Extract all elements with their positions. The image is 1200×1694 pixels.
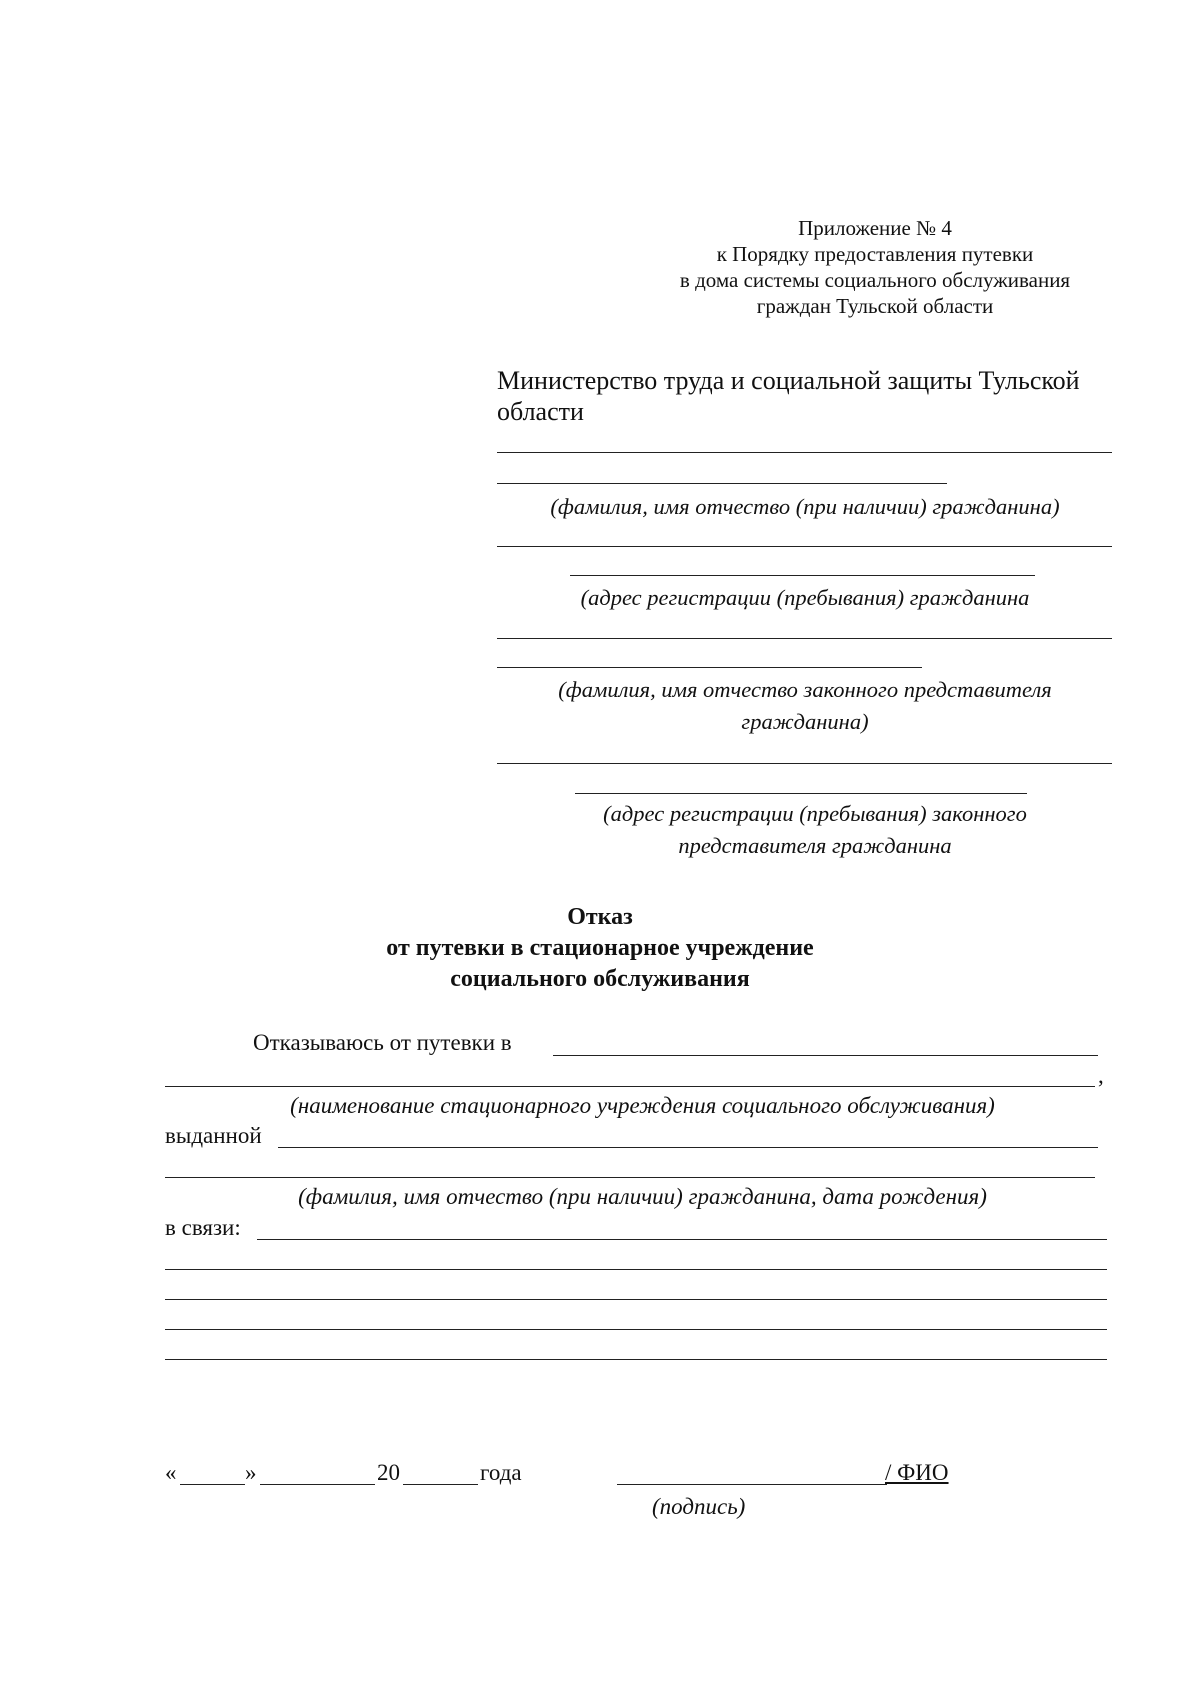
rep-address-caption-1: (адрес регистрации (пребывания) законного — [603, 801, 1027, 826]
citizen-address-line-1[interactable] — [497, 546, 1112, 547]
rep-name-line-1[interactable] — [497, 638, 1112, 639]
rep-name-line-2[interactable] — [497, 667, 922, 668]
comma: , — [1098, 1063, 1104, 1088]
reason-line-3[interactable] — [165, 1299, 1107, 1300]
issued-line-2[interactable] — [165, 1177, 1095, 1178]
signature-caption: (подпись) — [652, 1494, 746, 1519]
signature-line[interactable] — [617, 1484, 887, 1485]
institution-line-2[interactable] — [165, 1086, 1095, 1087]
citizen-name-caption: (фамилия, имя отчество (при наличии) гражданина) — [550, 494, 1060, 519]
title-line-2: от путевки в стационарное учреждение — [386, 935, 814, 961]
reason-line-5[interactable] — [165, 1359, 1107, 1360]
reason-label: в связи: — [165, 1215, 241, 1240]
appendix-reference: к Порядку предоставления путевки — [716, 242, 1034, 266]
ministry-name: Министерство труда и социальной защиты Тульской области — [497, 366, 1080, 426]
citizen-name-line-2[interactable] — [497, 483, 947, 484]
date-close-quote: » — [245, 1460, 257, 1485]
year-suffix: года — [480, 1460, 522, 1485]
refuse-label: Отказываюсь от путевки в — [253, 1030, 512, 1055]
rep-name-caption-1: (фамилия, имя отчество законного представителя — [558, 677, 1052, 702]
title-line-3: социального обслуживания — [450, 966, 750, 992]
date-day-line[interactable] — [180, 1484, 245, 1485]
date-open-quote: « — [165, 1460, 177, 1485]
rep-address-line-1[interactable] — [497, 763, 1112, 764]
reason-line-4[interactable] — [165, 1329, 1107, 1330]
document-title — [300, 902, 900, 995]
rep-address-line-2[interactable] — [575, 793, 1027, 794]
institution-line-1[interactable] — [553, 1055, 1098, 1056]
appendix-reference-2: в дома системы социального обслуживания — [679, 268, 1071, 292]
institution-caption: (наименование стационарного учреждения социального обслуживания) — [290, 1093, 995, 1118]
reason-line-1[interactable] — [257, 1239, 1107, 1240]
appendix-header — [640, 215, 1110, 319]
reason-line-2[interactable] — [165, 1269, 1107, 1270]
year-prefix: 20 — [377, 1460, 400, 1485]
issued-line-1[interactable] — [278, 1147, 1098, 1148]
date-month-line[interactable] — [260, 1484, 375, 1485]
rep-address-caption-2: представителя гражданина — [678, 833, 952, 858]
citizen-address-caption: (адрес регистрации (пребывания) гражданина — [580, 585, 1030, 610]
title-line-1: Отказ — [567, 904, 633, 930]
rep-name-caption-2: гражданина) — [741, 709, 869, 734]
appendix-reference-3: граждан Тульской области — [756, 294, 994, 318]
issued-label: выданной — [165, 1123, 262, 1148]
date-year-line[interactable] — [403, 1484, 478, 1485]
appendix-number: Приложение № 4 — [798, 216, 952, 240]
person-caption: (фамилия, имя отчество (при наличии) гражданина, дата рождения) — [298, 1184, 987, 1209]
citizen-address-line-2[interactable] — [570, 575, 1035, 576]
citizen-name-line-1[interactable] — [497, 452, 1112, 453]
fio-label: / ФИО — [885, 1460, 949, 1485]
